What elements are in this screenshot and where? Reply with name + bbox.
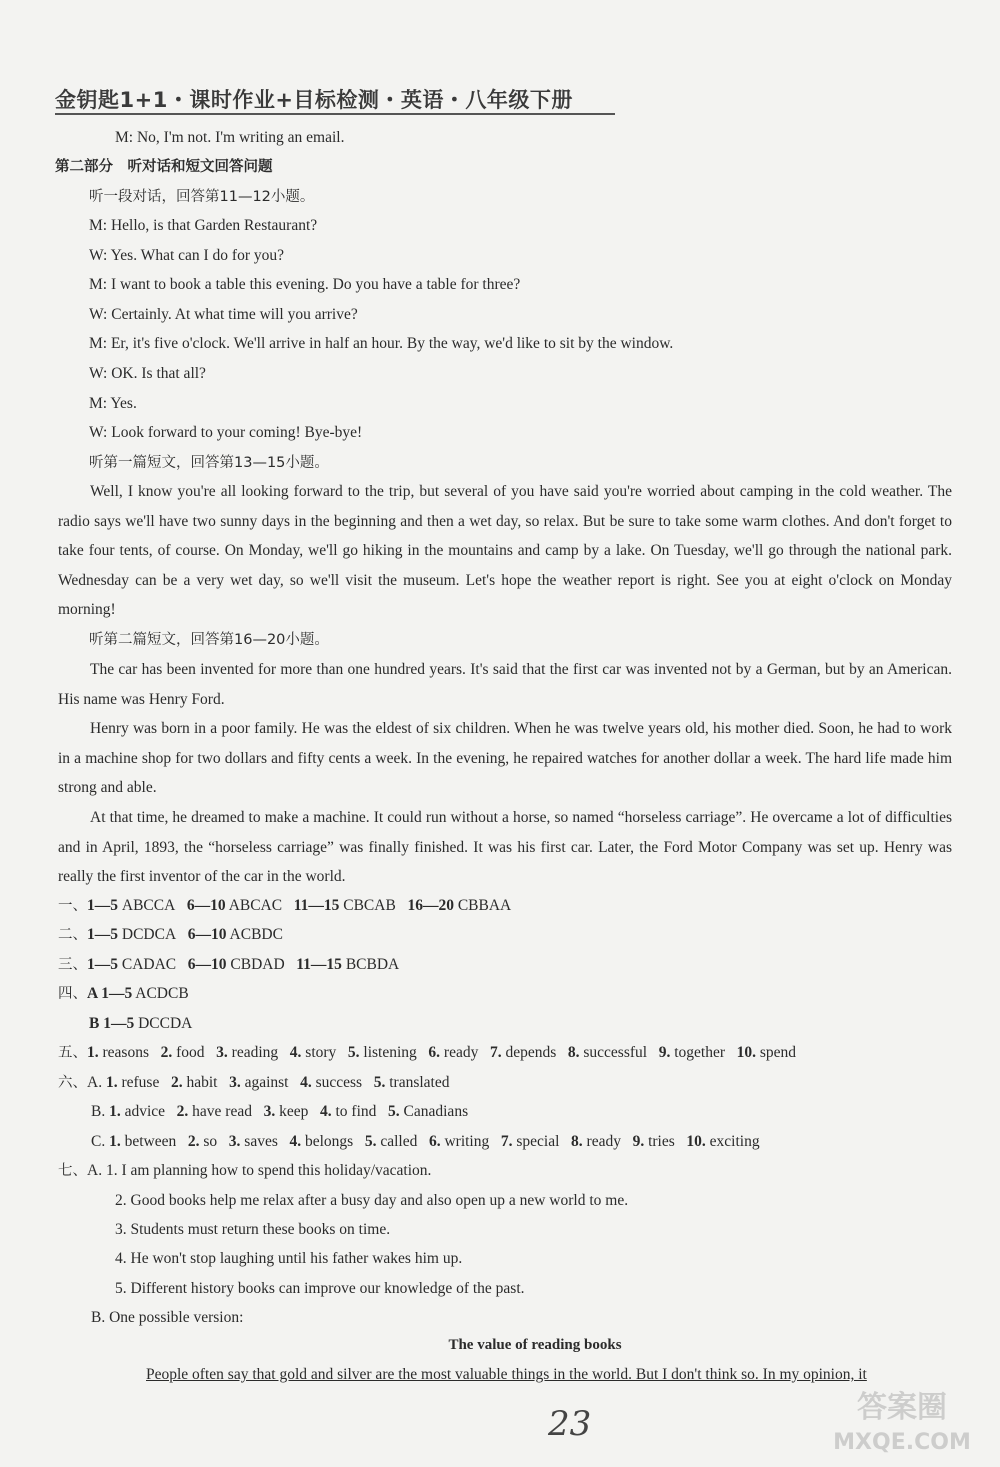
watermark-line1: 答案圈	[857, 1390, 947, 1425]
dialogue-line: W: Certainly. At what time will you arrive?	[89, 306, 358, 323]
answer-section-6a: 六、A. 1. refuse 2. habit 3. against 4. success 5. translated	[58, 1074, 450, 1091]
answer-sentence: 3. Students must return these books on time.	[115, 1221, 391, 1238]
answer-section-6c: C. 1. between 2. so 3. saves 4. belongs 5. called 6. writing 7. special 8. ready 9. tries 10. exciting	[91, 1133, 760, 1150]
essay-first-line: People often say that gold and silver are the most valuable things in the world. But I don't think so. In my opinion, it	[146, 1366, 867, 1383]
watermark-logo	[812, 1379, 992, 1459]
answer-section-4b: B 1—5 DCCDA	[89, 1015, 193, 1032]
dialogue-line: M: Yes.	[89, 395, 137, 412]
answer-section-4a: 四、A 1—5 ACDCB	[58, 985, 189, 1002]
passage2-paragraph: At that time, he dreamed to make a machine. It could run without a horse, so named “horseless carriage”. He overcame a lot of difficulties and in April, 1893, the “horseless carriage” was finally finished. It was his first car. Later, the Ford Motor Company was set up. Henry was really the first inventor of the car in the world.	[58, 808, 952, 886]
answer-sentence: 5. Different history books can improve our knowledge of the past.	[115, 1280, 525, 1297]
dialogue-line: W: Look forward to your coming! Bye-bye!	[89, 424, 363, 441]
passage1	[58, 477, 952, 625]
essay-title: The value of reading books	[448, 1337, 622, 1353]
handwritten-page-number: 23	[548, 1404, 592, 1444]
answer-section-6b: B. 1. advice 2. have read 3. keep 4. to find 5. Canadians	[91, 1103, 469, 1120]
passage1-intro: 听第一篇短文，回答第13—15小题。	[89, 455, 329, 471]
answer-section-7a: 七、A. 1. I am planning how to spend this holiday/vacation.	[58, 1162, 432, 1179]
passage2-intro: 听第二篇短文，回答第16—20小题。	[89, 632, 329, 648]
dialogue-line: M: Hello, is that Garden Restaurant?	[89, 217, 318, 234]
watermark-line2: MXQE.COM	[833, 1430, 971, 1455]
dialogue-line: M: Er, it's five o'clock. We'll arrive in half an hour. By the way, we'd like to sit by the window.	[89, 335, 674, 352]
part2-title: 第二部分 听对话和短文回答问题	[55, 159, 273, 175]
answer-sentence: 2. Good books help me relax after a busy day and also open up a new world to me.	[115, 1192, 629, 1209]
passage2-paragraph: The car has been invented for more than one hundred years. It's said that the first car was invented not by a German, but by an American. His name was Henry Ford.	[58, 661, 952, 708]
book-header-title: 金钥匙1+1・课时作业+目标检测・英语・八年级下册	[55, 88, 573, 112]
dialogue-intro: 听一段对话，回答第11—12小题。	[89, 189, 315, 205]
passage2-paragraph: Henry was born in a poor family. He was the eldest of six children. When he was twelve years old, his mother died. Soon, he had to work in a machine shop for two dollars and fifty cents a week. In the evening, he repaired watches for another dollar a week. The hard life made him strong and able.	[58, 720, 952, 797]
dialogue-line: W: OK. Is that all?	[89, 365, 206, 382]
header-underline	[55, 113, 615, 115]
answer-section-1: 一、1—5 ABCCA 6—10 ABCAC 11—15 CBCAB 16—20 CBBAA	[58, 897, 512, 914]
passage2	[58, 655, 952, 892]
answer-section-5: 五、1. reasons 2. food 3. reading 4. story 5. listening 6. ready 7. depends 8. successful 9. together 10. spend	[58, 1044, 797, 1061]
answer-section-7b: B. One possible version:	[91, 1309, 244, 1326]
dialogue-line: M: I want to book a table this evening. Do you have a table for three?	[89, 276, 521, 293]
answer-sentence: 4. He won't stop laughing until his father wakes him up.	[115, 1250, 463, 1267]
answer-section-3: 三、1—5 CADAC 6—10 CBDAD 11—15 BCBDA	[58, 956, 400, 973]
answer-section-2: 二、1—5 DCDCA 6—10 ACBDC	[58, 926, 283, 943]
passage1-paragraph: Well, I know you're all looking forward to the trip, but several of you have said you're worried about camping in the cold weather. The radio says we'll have two sunny days in the beginning and then a wet day, so relax. But be sure to take some warm clothes. And don't forget to take four tents, of course. On Monday, we'll go hiking in the mountains and camp by a lake. On Tuesday, we'll go through the national park. Wednesday can be a very wet day, so we'll visit the museum. Let's hope the weather report is right. See you at eight o'clock on Monday morning!	[58, 483, 952, 619]
top-dialogue-line: M: No, I'm not. I'm writing an email.	[115, 129, 345, 146]
dialogue-line: W: Yes. What can I do for you?	[89, 247, 284, 264]
